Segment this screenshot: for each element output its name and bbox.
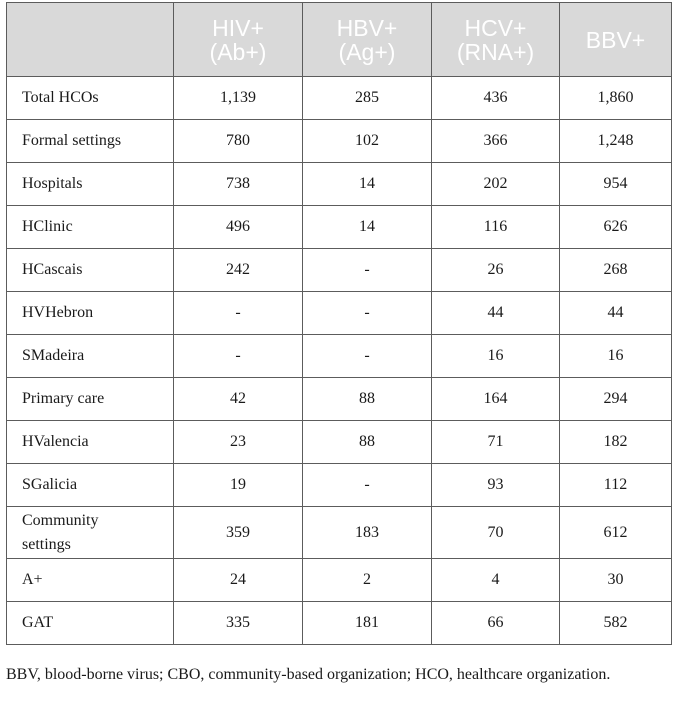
cell-bbv: 1,860 — [560, 77, 672, 120]
cell-bbv: 954 — [560, 163, 672, 206]
row-label-line-2: settings — [22, 535, 71, 553]
column-header-hcv-line-1: HCV+ — [464, 14, 527, 41]
column-header-hcv-line-2: (RNA+) — [456, 38, 535, 65]
cell-hbv: 14 — [303, 206, 432, 249]
table-row-primary-care — [7, 378, 672, 421]
cell-hiv: 242 — [174, 249, 303, 292]
row-label: HCascais — [7, 249, 174, 292]
row-label: SGalicia — [7, 464, 174, 507]
cell-hiv: 335 — [174, 602, 303, 645]
cell-bbv: 16 — [560, 335, 672, 378]
column-header-bbv — [560, 3, 672, 77]
table-row-gat — [7, 602, 672, 645]
table-row-smadeira — [7, 335, 672, 378]
column-header-hbv — [303, 3, 432, 77]
cell-hcv: 164 — [432, 378, 560, 421]
cell-hbv: - — [303, 464, 432, 507]
table-footnote: BBV, blood-borne virus; CBO, community-based organization; HCO, healthcare organization. — [6, 666, 611, 683]
cell-hiv: 23 — [174, 421, 303, 464]
cell-hiv: 19 — [174, 464, 303, 507]
cell-hiv: 24 — [174, 559, 303, 602]
cell-hcv: 66 — [432, 602, 560, 645]
table-row-a-plus — [7, 559, 672, 602]
table-row-formal-settings — [7, 120, 672, 163]
data-table — [6, 2, 672, 645]
column-header-hiv-line-1: HIV+ — [212, 14, 264, 41]
cell-hbv: - — [303, 335, 432, 378]
cell-hbv: 2 — [303, 559, 432, 602]
column-header-hcv — [432, 3, 560, 77]
cell-bbv: 294 — [560, 378, 672, 421]
cell-hiv: 1,139 — [174, 77, 303, 120]
cell-bbv: 626 — [560, 206, 672, 249]
cell-hcv: 4 — [432, 559, 560, 602]
row-label — [7, 507, 174, 559]
cell-hbv: 14 — [303, 163, 432, 206]
table-row-hvhebron — [7, 292, 672, 335]
row-label: HValencia — [7, 421, 174, 464]
cell-hcv: 44 — [432, 292, 560, 335]
header-corner — [7, 3, 174, 77]
cell-hbv: 88 — [303, 378, 432, 421]
cell-hiv: 496 — [174, 206, 303, 249]
column-header-hbv-line-2: (Ag+) — [338, 38, 396, 65]
header-row — [7, 3, 672, 77]
cell-hbv: 181 — [303, 602, 432, 645]
table-row-hclinic — [7, 206, 672, 249]
cell-bbv: 1,248 — [560, 120, 672, 163]
column-header-bbv-line-1: BBV+ — [585, 26, 646, 53]
table-row-community-settings — [7, 507, 672, 559]
cell-hcv: 93 — [432, 464, 560, 507]
row-label: GAT — [7, 602, 174, 645]
row-label: SMadeira — [7, 335, 174, 378]
cell-bbv: 612 — [560, 507, 672, 559]
table-row-total-hcos — [7, 77, 672, 120]
cell-hcv: 71 — [432, 421, 560, 464]
column-header-hiv — [174, 3, 303, 77]
cell-hiv: 42 — [174, 378, 303, 421]
row-label: Primary care — [7, 378, 174, 421]
row-label: A+ — [7, 559, 174, 602]
table-row-hospitals — [7, 163, 672, 206]
cell-hbv: - — [303, 292, 432, 335]
column-header-hbv-line-1: HBV+ — [336, 14, 398, 41]
cell-hcv: 436 — [432, 77, 560, 120]
cell-hcv: 366 — [432, 120, 560, 163]
row-label: Hospitals — [7, 163, 174, 206]
row-label: Total HCOs — [7, 77, 174, 120]
cell-hiv: 738 — [174, 163, 303, 206]
cell-hiv: - — [174, 335, 303, 378]
row-label-line-1: Community — [22, 511, 99, 529]
cell-hbv: 102 — [303, 120, 432, 163]
cell-hbv: 88 — [303, 421, 432, 464]
cell-bbv: 182 — [560, 421, 672, 464]
table-row-hcascais — [7, 249, 672, 292]
cell-bbv: 268 — [560, 249, 672, 292]
cell-bbv: 30 — [560, 559, 672, 602]
cell-hbv: - — [303, 249, 432, 292]
cell-hcv: 16 — [432, 335, 560, 378]
cell-hbv: 285 — [303, 77, 432, 120]
cell-bbv: 112 — [560, 464, 672, 507]
column-header-hiv-line-2: (Ab+) — [209, 38, 267, 65]
cell-hiv: 359 — [174, 507, 303, 559]
cell-hbv: 183 — [303, 507, 432, 559]
row-label: HVHebron — [7, 292, 174, 335]
cell-hiv: - — [174, 292, 303, 335]
cell-hiv: 780 — [174, 120, 303, 163]
cell-hcv: 26 — [432, 249, 560, 292]
cell-bbv: 44 — [560, 292, 672, 335]
cell-hcv: 116 — [432, 206, 560, 249]
row-label: HClinic — [7, 206, 174, 249]
table-row-hvalencia — [7, 421, 672, 464]
cell-hcv: 70 — [432, 507, 560, 559]
table-row-sgalicia — [7, 464, 672, 507]
row-label: Formal settings — [7, 120, 174, 163]
cell-hcv: 202 — [432, 163, 560, 206]
cell-bbv: 582 — [560, 602, 672, 645]
